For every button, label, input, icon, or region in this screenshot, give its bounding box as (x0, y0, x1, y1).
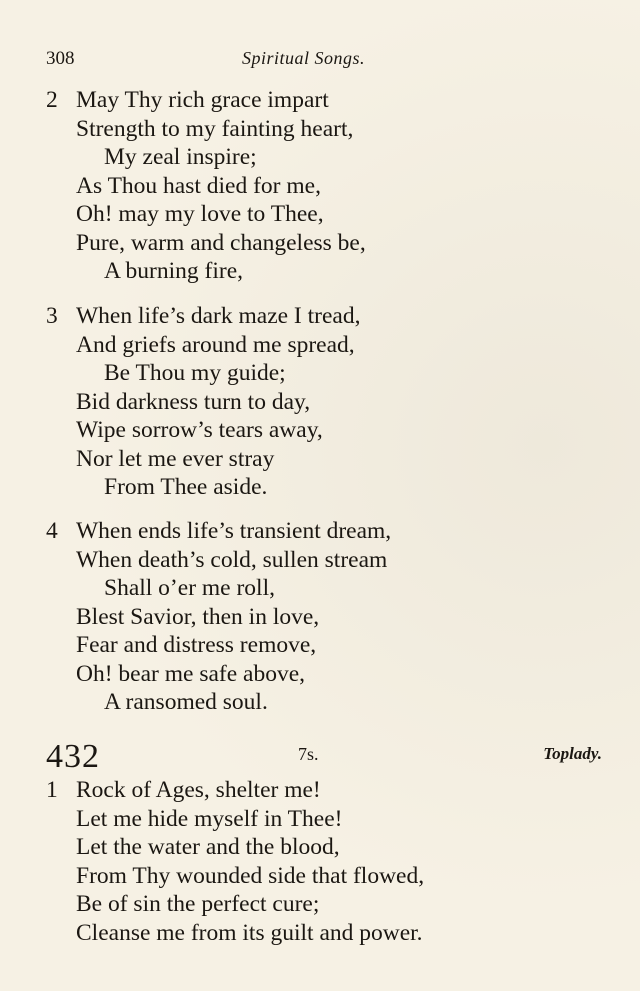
stanza-line (46, 115, 606, 144)
line-text: From Thy wounded side that flowed, (76, 862, 425, 889)
page-header (46, 48, 594, 72)
line-text: Oh! bear me safe above, (76, 660, 306, 687)
line-text: Be of sin the perfect cure; (76, 891, 320, 917)
line-text: Wipe sorrow’s tears away, (76, 417, 323, 443)
stanza-line (46, 919, 606, 948)
hymn-tune-name: Toplady. (543, 744, 602, 763)
stanza-line (46, 805, 606, 834)
stanza-line (46, 546, 606, 575)
line-text: Fear and distress remove, (76, 632, 317, 658)
line-text: Bid darkness turn to day, (76, 388, 311, 415)
line-text: Let me hide myself in Thee! (76, 805, 343, 832)
stanza-line (46, 473, 606, 502)
stanza-line (46, 229, 606, 258)
stanza-3 (46, 302, 606, 502)
line-text: My zeal inspire; (104, 144, 257, 170)
stanza-line (46, 388, 606, 417)
line-text: Rock of Ages, shelter me! (76, 777, 321, 803)
stanza-line (46, 688, 606, 717)
line-text: From Thee aside. (104, 474, 268, 500)
stanza-line (46, 631, 606, 660)
stanza-line (46, 257, 606, 286)
line-text: May Thy rich grace impart (76, 87, 329, 113)
line-text: Let the water and the blood, (76, 834, 340, 860)
line-text: Blest Savior, then in love, (76, 603, 320, 630)
line-text: When ends life’s transient dream, (76, 518, 392, 544)
line-text: As Thou hast died for me, (76, 172, 321, 199)
stanza-line (46, 574, 606, 603)
stanza-2 (46, 86, 606, 286)
line-text: A ransomed soul. (104, 689, 268, 715)
stanza-line (46, 603, 606, 632)
line-text: When life’s dark maze I tread, (76, 303, 361, 329)
stanza-line (46, 776, 606, 805)
page-number: 308 (46, 48, 75, 69)
stanza-line (46, 302, 606, 331)
hymn-meter: 7s. (298, 744, 319, 764)
line-text: Shall o’er me roll, (104, 575, 275, 601)
stanza-line (46, 331, 606, 360)
stanza-line (46, 890, 606, 919)
stanza-number: 3 (46, 303, 58, 329)
line-text: When death’s cold, sullen stream (76, 546, 388, 573)
running-title: Spiritual Songs. (242, 48, 366, 68)
stanza-line (46, 445, 606, 474)
hymn-number: 432 (46, 738, 100, 775)
stanza-line (46, 862, 606, 891)
line-text: Pure, warm and changeless be, (76, 229, 366, 256)
line-text: Cleanse me from its guilt and power. (76, 919, 423, 946)
stanza-line (46, 416, 606, 445)
stanza-line (46, 359, 606, 388)
stanza-4 (46, 517, 606, 717)
line-text: A burning fire, (104, 258, 244, 284)
stanza-line (46, 143, 606, 172)
stanza-line (46, 172, 606, 201)
hymn-432-stanza-1 (46, 776, 606, 947)
line-text: Oh! may my love to Thee, (76, 201, 324, 227)
stanza-line (46, 517, 606, 546)
line-text: And griefs around me spread, (76, 331, 355, 358)
stanza-line (46, 86, 606, 115)
stanza-line (46, 660, 606, 689)
stanza-number: 4 (46, 518, 58, 544)
line-text: Strength to my fainting heart, (76, 115, 354, 142)
stanza-number: 2 (46, 87, 58, 113)
hymn-heading (46, 738, 602, 776)
stanza-number: 1 (46, 777, 58, 803)
stanza-line (46, 833, 606, 862)
line-text: Nor let me ever stray (76, 445, 275, 472)
stanza-line (46, 200, 606, 229)
line-text: Be Thou my guide; (104, 360, 286, 386)
